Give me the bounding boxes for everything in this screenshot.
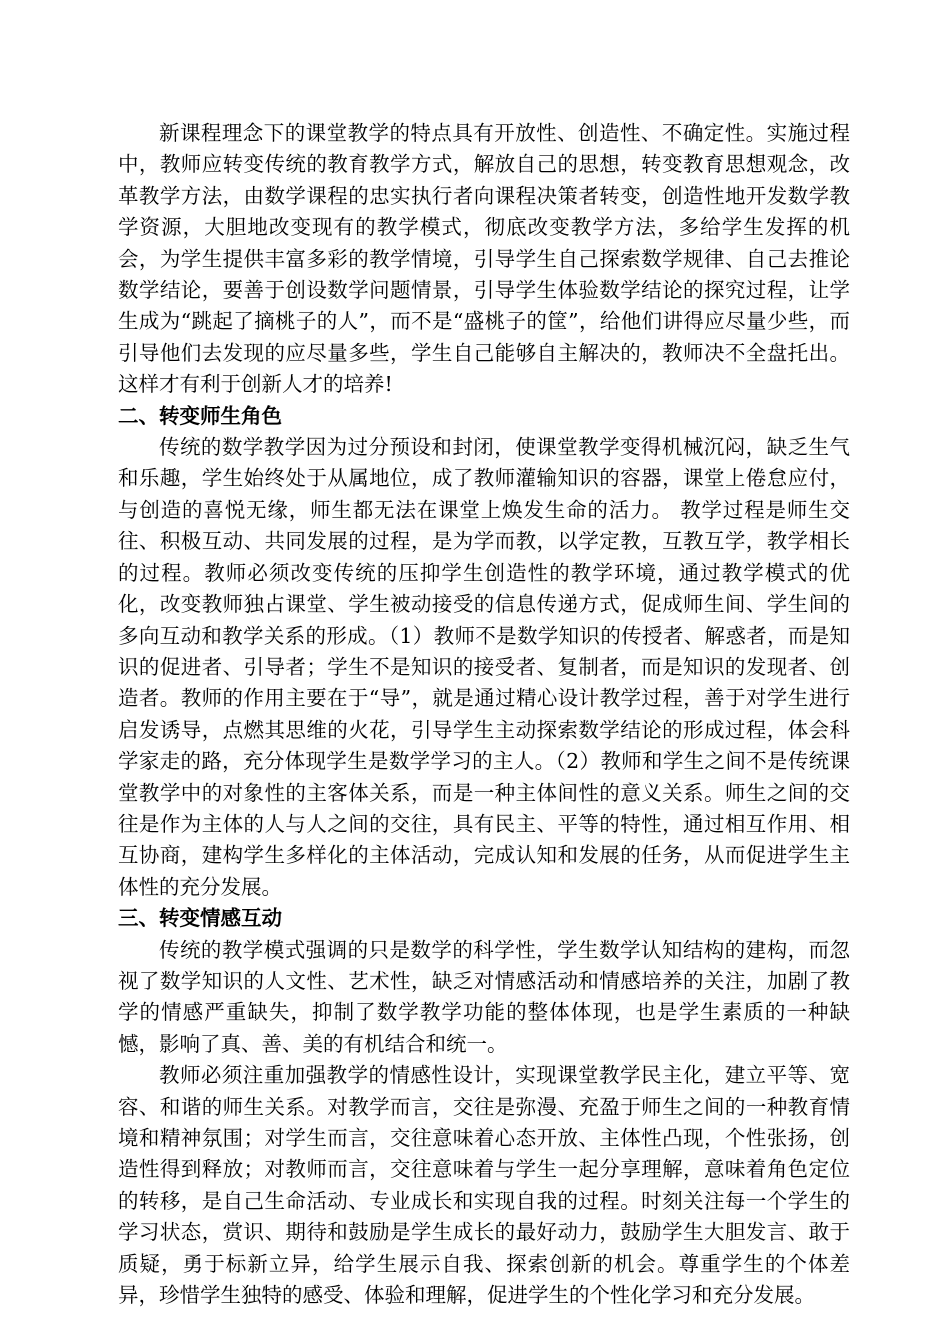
section-heading-emotional-interaction: 三、转变情感互动 [118, 906, 282, 931]
intro-paragraph: 新课程理念下的课堂教学的特点具有开放性、创造性、不确定性。实施过程中，教师应转变传统的教育教学方式，解放自己的思想，转变教育思想观念，改革教学方法，由数学课程的忠实执行者向课程决策者转变，创造性地开发数学教学资源，大胆地改变现有的教学模式，彻底改变教学方法，多给学生发挥的机会，为学生提供丰富多彩的教学情境，引导学生自己探索数学规律、自己去推论数学结论，要善于创设数学问题情景，引导学生体验数学结论的探究过程，让学生成为“跳起了摘桃子的人”，而不是“盛桃子的筐”，给他们讲得应尽量少些，而引导他们去发现的应尽量多些，学生自己能够自主解决的，教师决不全盘托出。这样才有利于创新人才的培养! [118, 121, 850, 397]
section2-paragraph: 传统的数学教学因为过分预设和封闭，使课堂教学变得机械沉闷，缺乏生气和乐趣，学生始终处于从属地位，成了教师灌输知识的容器，课堂上倦怠应付，与创造的喜悦无缘，师生都无法在课堂上焕发生命的活力。 教学过程是师生交往、积极互动、共同发展的过程，是为学而教，以学定教，互教互学，教学相长的过程。教师必须改变传统的压抑学生创造性的教学环境，通过教学模式的优化，改变教师独占课堂、学生被动接受的信息传递方式，促成师生间、学生间的多向互动和教学关系的形成。（1）教师不是数学知识的传授者、解惑者，而是知识的促进者、引导者；学生不是知识的接受者、复制者，而是知识的发现者、创造者。教师的作用主要在于“导”，就是通过精心设计教学过程，善于对学生进行启发诱导，点燃其思维的火花，引导学生主动探索数学结论的形成过程，体会科学家走的路，充分体现学生是数学学习的主人。（2）教师和学生之间不是传统课堂教学中的对象性的主客体关系，而是一种主体间性的意义关系。师生之间的交往是作为主体的人与人之间的交往，具有民主、平等的特性，通过相互作用、相互协商，建构学生多样化的主体活动，完成认知和发展的任务，从而促进学生主体性的充分发展。 [118, 435, 850, 899]
section-heading-teacher-student-roles: 二、转变师生角色 [118, 403, 282, 428]
section3-paragraph-1: 传统的教学模式强调的只是数学的科学性，学生数学认知结构的建构，而忽视了数学知识的人文性、艺术性，缺乏对情感活动和情感培养的关注，加剧了教学的情感严重缺失，抑制了数学教学功能的整体体现，也是学生素质的一种缺憾，影响了真、善、美的有机结合和统一。 [118, 937, 850, 1056]
document-page [118, 118, 850, 1311]
section3-paragraph-2: 教师必须注重加强教学的情感性设计，实现课堂教学民主化，建立平等、宽容、和谐的师生关系。对教学而言，交往是弥漫、充盈于师生之间的一种教育情境和精神氛围；对学生而言，交往意味着心态开放、主体性凸现，个性张扬，创造性得到释放；对教师而言，交往意味着与学生一起分享理解，意味着角色定位的转移，是自己生命活动、专业成长和实现自我的过程。时刻关注每一个学生的学习状态，赏识、期待和鼓励是学生成长的最好动力，鼓励学生大胆发言、敢于质疑，勇于标新立异，给学生展示自我、探索创新的机会。尊重学生的个体差异，珍惜学生独特的感受、体验和理解，促进学生的个性化学习和充分发展。 [118, 1063, 850, 1308]
